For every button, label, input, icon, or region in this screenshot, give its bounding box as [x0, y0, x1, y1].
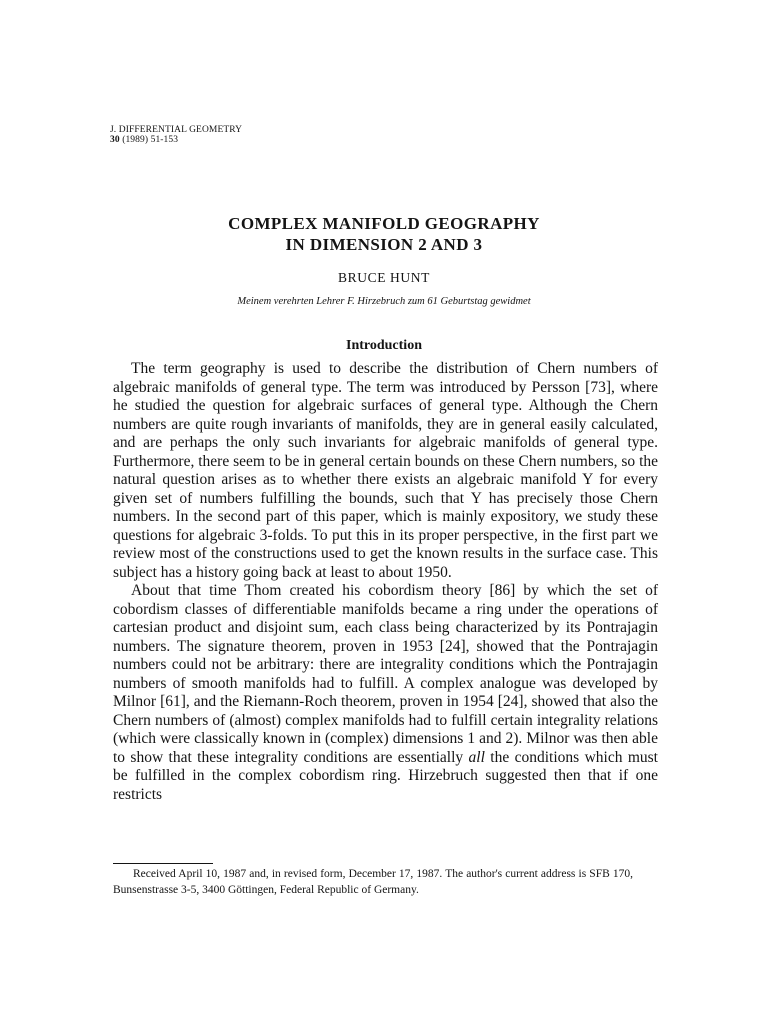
paper-title-line-2: IN DIMENSION 2 AND 3 [285, 235, 483, 254]
paper-title [0, 213, 768, 255]
paragraph-2 [113, 582, 658, 804]
journal-citation [110, 135, 242, 145]
journal-name: J. DIFFERENTIAL GEOMETRY [110, 125, 243, 135]
paragraph-2-emphasis: all [468, 748, 485, 766]
body-text [113, 360, 658, 804]
author-name: BRUCE HUNT [338, 270, 430, 285]
paragraph-2-part-1: About that time Thom created his cobordism theory [86] by which the set of cobordism classes of differentiable manifolds became a ring under the operations of cartesian product and disjoint sum, each class being characterized by its Pontrajagin numbers. The signature theorem, proven in 1953 [24], showed that the Pontrajagin numbers could not be arbitrary: there are integrality conditions which the Pontrajagin numbers of smooth manifolds had to fulfill. A complex analogue was developed by Milnor [61], and the Riemann-Roch theorem, proven in 1954 [24], showed that also the Chern numbers of (almost) complex manifolds had to fulfill certain integrality relations (which were classically known in (complex) dimensions 1 and 2). Milnor was then able to show that these integrality conditions are essentially [113, 582, 658, 766]
section-heading: Introduction [346, 338, 422, 353]
journal-year-pages: (1989) 51-153 [122, 135, 179, 145]
journal-volume: 30 [110, 135, 120, 145]
paper-title-line-1: COMPLEX MANIFOLD GEOGRAPHY [228, 214, 540, 233]
paragraph-1: The term geography is used to describe the distribution of Chern numbers of algebraic manifolds of general type. The term was introduced by Persson [73], where he studied the question for algebraic surfaces of general type. Although the Chern numbers are quite rough invariants of manifolds, they are in general easily calculated, and are perhaps the only such invariants for algebraic manifolds of general type. Furthermore, there seem to be in general certain bounds on these Chern numbers, so the natural question arises as to whether there exists an algebraic manifold Y for every given set of numbers fulfilling the bounds, such that Y has precisely those Chern numbers. In the second part of this paper, which is mainly expository, we study these questions for algebraic 3-folds. To put this in its proper perspective, in the first part we review most of the constructions used to get the known results in the surface case. This subject has a history going back at least to about 1950. [113, 360, 658, 581]
footnote-divider [113, 863, 213, 864]
footnote: Received April 10, 1987 and, in revised form, December 17, 1987. The author's current address is SFB 170, Bunsenstrasse 3-5, 3400 Göttingen, Federal Republic of Germany. [113, 868, 633, 896]
journal-header [110, 125, 242, 145]
dedication: Meinem verehrten Lehrer F. Hirzebruch zum 61 Geburtstag gewidmet [237, 296, 531, 307]
paragraph-2-part-2: the conditions which must be fulfilled in the complex cobordism ring. Hirzebruch suggested then that if one restricts [113, 748, 658, 803]
